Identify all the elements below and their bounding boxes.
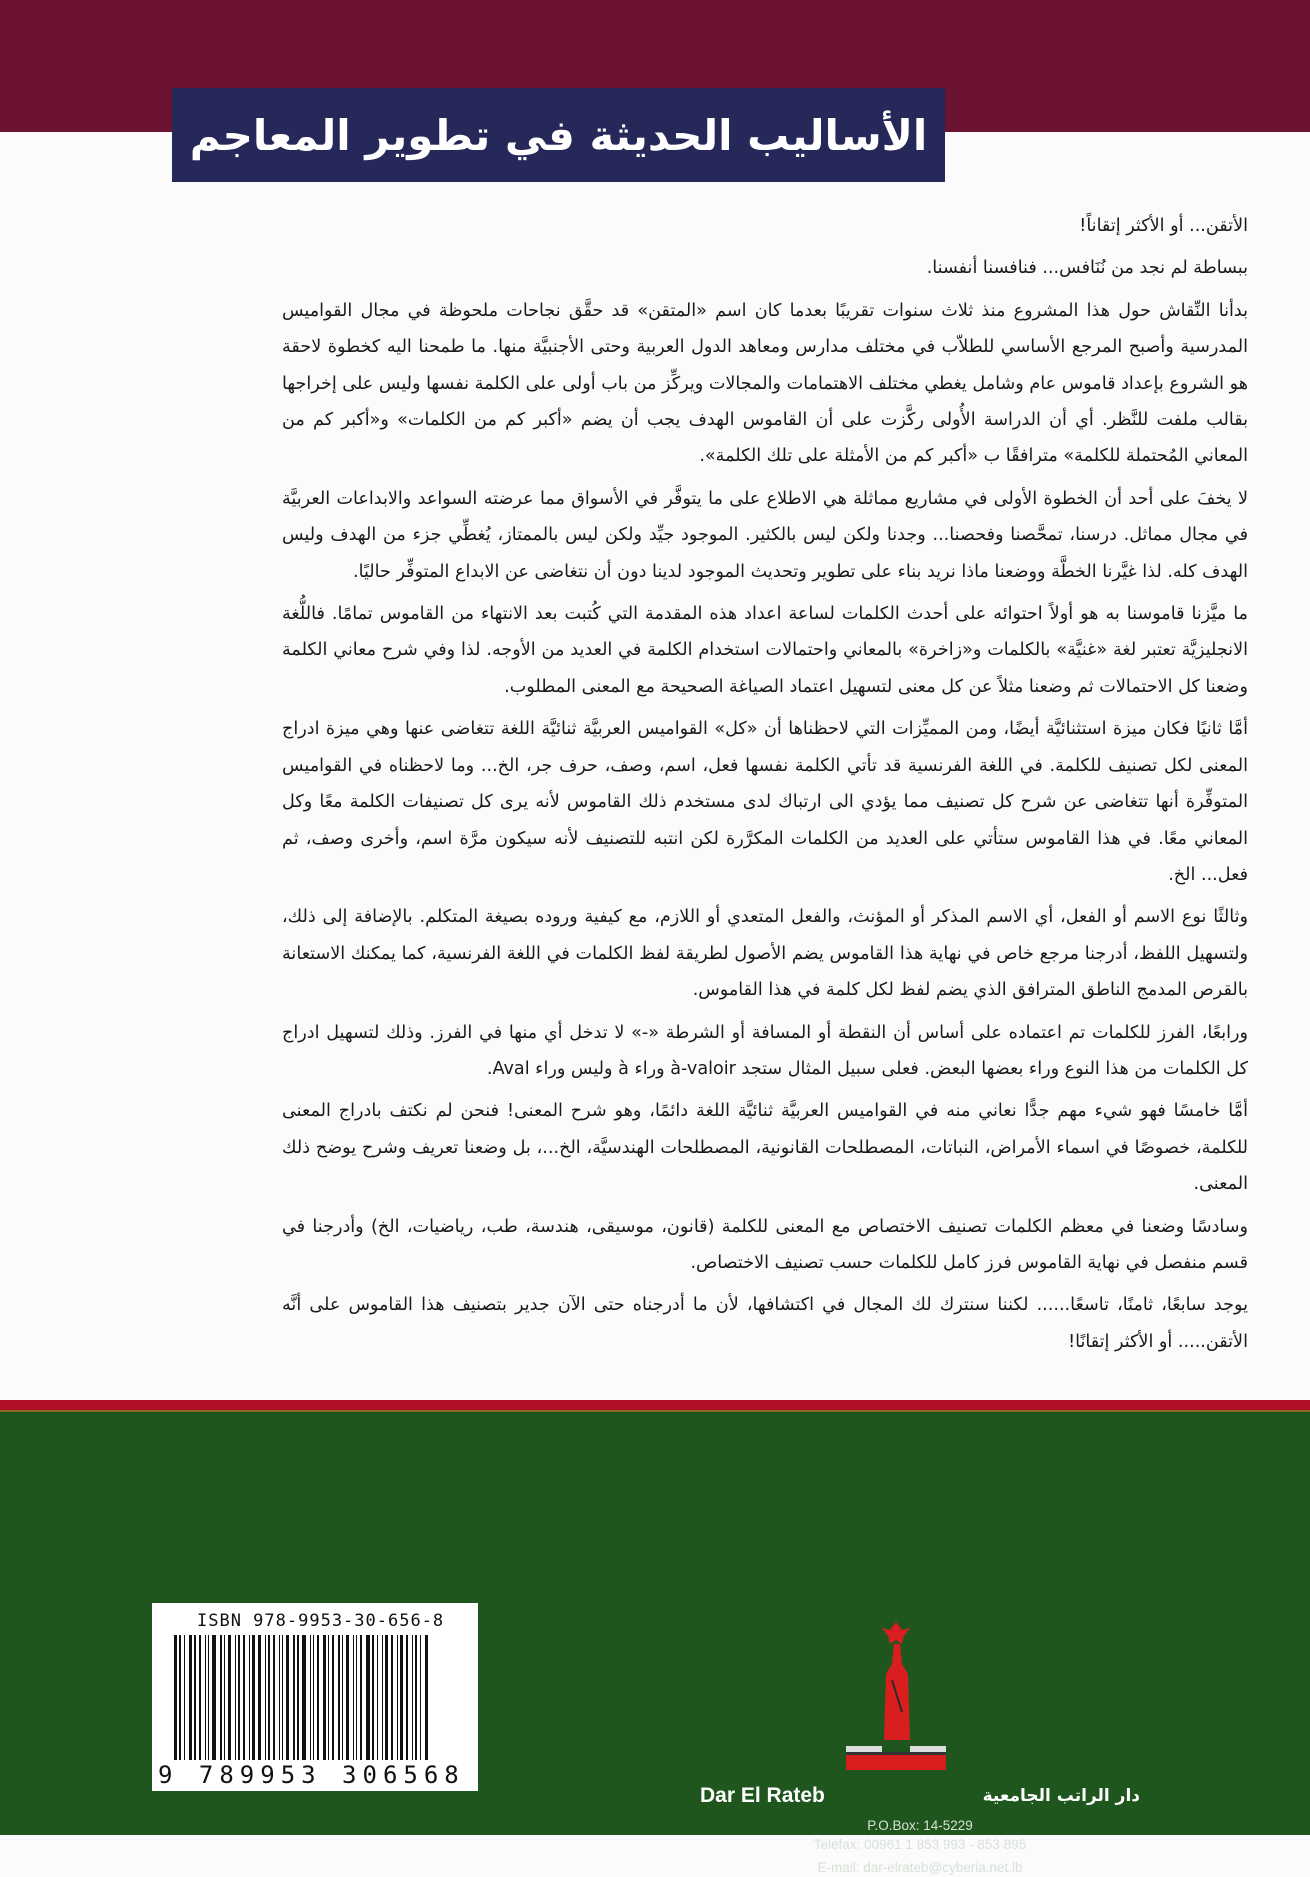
barcode-bar — [382, 1635, 383, 1760]
paragraph: يوجد سابعًا، ثامنًا، تاسعًا...... لكننا سنترك لك المجال في اكتشافها، لأن ما أدرجناه حتى الآن جدير بتصنيف هذا القاموس على أنَّه الأتقن..... أو الأكثر إتقانًا! — [282, 1295, 1248, 1352]
barcode-bar — [366, 1635, 370, 1760]
barcode-bar — [174, 1635, 177, 1760]
publisher-logo-icon — [846, 1620, 956, 1780]
paragraph: وثالثًا نوع الاسم أو الفعل، أي الاسم المذكر أو المؤنث، والفعل المتعدي أو اللازم، مع كيفية وروده بصيغة المتكلم. بالإضافة إلى ذلك، ولتسهيل اللفظ، أدرجنا مرجع خاص في نهاية هذا القاموس يضم الأصول لطريقة لفظ الكلمات في اللغة الفرنسية، كما يمكنك الاستعانة بالقرص المدمج الناطق المترافق الذي يضم لفظ لكل كلمة في هذا القاموس. — [282, 907, 1248, 1001]
barcode-bar — [313, 1635, 314, 1760]
paragraph: ما ميَّزنا قاموسنا به هو أولاً احتوائه على أحدث الكلمات لساعة اعداد هذه المقدمة التي كُتبت بعد الانتهاء من القاموس تمامًا. فاللُّغة الانجليزيَّة تعتبر لغة «غنيَّة» بالكلمات و«زاخرة» بالمعاني واحتمالات استخدام الكلمة في العديد من الأوجه. لذا وفي شرح معاني الكلمة وضعنا كل الاحتمالات ثم وضعنا مثلاً عن كل معنى لتسهيل اعتماد الصياغة الصحيحة مع المعنى المطلوب. — [282, 604, 1248, 697]
barcode-bar — [406, 1635, 408, 1760]
barcode-bar — [282, 1635, 283, 1760]
barcode-bar — [297, 1635, 299, 1760]
barcode-bar — [238, 1635, 240, 1760]
barcode-digits: 9 789953 306568 — [158, 1761, 465, 1789]
publisher-name-ar: دار الراتب الجامعية — [982, 1786, 1140, 1806]
barcode-bar — [317, 1635, 319, 1760]
title-banner — [172, 88, 945, 182]
barcode-bar — [342, 1635, 343, 1760]
paragraph: وسادسًا وضعنا في معظم الكلمات تصنيف الاختصاص مع المعنى للكلمة (قانون، موسيقى، هندسة، طب، رياضيات، الخ) وأدرجنا في قسم منفصل في نهاية القاموس فرز كامل للكلمات حسب تصنيف الاختصاص. — [282, 1216, 1248, 1273]
isbn-label: ISBN 978-9953-30-656-8 — [197, 1611, 445, 1631]
barcode-bar — [273, 1635, 275, 1760]
barcode-bar — [189, 1635, 192, 1760]
barcode-bar — [332, 1635, 334, 1760]
barcode-bar — [338, 1635, 340, 1760]
barcode-bar — [397, 1635, 398, 1760]
barcode-bar — [212, 1635, 216, 1760]
barcode-bar — [385, 1635, 388, 1760]
barcode-bar — [346, 1635, 349, 1760]
barcode-bar — [356, 1635, 357, 1760]
barcode-bar — [194, 1635, 196, 1760]
email: E-mail: dar-elrateb@cyberia.net.lb — [817, 1860, 1023, 1875]
divider-line — [0, 1400, 1310, 1412]
barcode-bar — [400, 1635, 403, 1760]
barcode-bar — [420, 1635, 421, 1760]
telefax: Telefax: 00961 1 853 993 - 853 895 — [813, 1837, 1027, 1852]
paragraph: أمَّا ثانيًا فكان ميزة استثنائيَّة أيضًا، ومن المميِّزات التي لاحظناها أن «كل» القواميس العربيَّة ثنائيَّة اللغة تتغاضى عنها وهي ميزة ادراج المعنى لكل تصنيف للكلمة. في اللغة الفرنسية قد تأتي الكلمة نفسها فعل، اسم، وصف، حرف جر، الخ... وما لاحظناه في القواميس المتوفِّرة أنها تتغاضى عن شرح كل تصنيف مما يؤدي الى ارتباك لدى مستخدم ذلك القاموس لأنه يرى كل تصنيفات الكلمة معًا وكل المعاني معًا. في هذا القاموس ستأتي على العديد من الكلمات المكرَّرة لكن انتبه للتصنيف لأنه سيكون مرَّة اسم، وأخرى وصف، ثم فعل... الخ. — [282, 719, 1248, 885]
barcode-bar — [323, 1635, 326, 1760]
paragraph: الأتقن... أو الأكثر إتقاناً! — [1079, 216, 1248, 236]
barcode-bar — [353, 1635, 354, 1760]
barcode-bar — [328, 1635, 329, 1760]
barcode-bar — [391, 1635, 393, 1760]
paragraph: لا يخفَ على أحد أن الخطوة الأولى في مشاريع مماثلة هي الاطلاع على ما يتوفَّر في الأسواق مما عرضته السواعد والابداعات العربيَّة في مجال مماثل. درسنا، تمحَّصنا وفحصنا... وجدنا ولكن ليس بالكثير. الموجود جيِّد ولكن ليس بالممتاز، يُغطِّي جزء من الهدف وليس الهدف كله. لذا غيَّرنا الخطَّة ووضعنا ماذا نريد بناء على تطوير وتحديث الموجود لدينا دون أن نتغاضى عن الابداع المتوفِّر حاليًا. — [282, 488, 1248, 582]
barcode-bar — [372, 1635, 374, 1760]
barcode-bar — [360, 1635, 362, 1760]
paragraph: ورابعًا، الفرز للكلمات تم اعتماده على أساس أن النقطة أو المسافة أو الشرطة «-» لا تدخل أي منها في الفرز. وذلك لتسهيل ادراج كل الكلمات من هذا النوع وراء بعضها البعض. فعلى سبيل المثال ستجد à-valoir وراء à وليس وراء Aval. — [282, 1022, 1248, 1079]
barcode-bar — [205, 1635, 206, 1760]
barcode-bar — [208, 1635, 209, 1760]
barcode-bar — [377, 1635, 378, 1760]
book-title: الأساليب الحديثة في تطوير المعاجم — [189, 110, 928, 160]
barcode-bar — [220, 1635, 222, 1760]
po-box: P.O.Box: 14-5229 — [867, 1818, 973, 1833]
barcode-bar — [199, 1635, 201, 1760]
barcode-bar — [293, 1635, 295, 1760]
barcode-bar — [412, 1635, 413, 1760]
barcode-bar — [265, 1635, 266, 1760]
barcode-bar — [425, 1635, 428, 1760]
barcode-bar — [235, 1635, 236, 1760]
barcode-bar — [310, 1635, 311, 1760]
barcode-bar — [415, 1635, 417, 1760]
description-text — [282, 208, 1248, 1366]
barcode-bar — [286, 1635, 289, 1760]
barcode-bar — [258, 1635, 261, 1760]
barcode-bar — [268, 1635, 270, 1760]
barcode-bars — [174, 1635, 459, 1760]
publisher-name-en: Dar El Rateb — [700, 1784, 825, 1807]
barcode — [152, 1603, 478, 1791]
barcode-bar — [243, 1635, 245, 1760]
barcode-bar — [279, 1635, 280, 1760]
barcode-bar — [252, 1635, 255, 1760]
barcode-bar — [228, 1635, 231, 1760]
barcode-bar — [184, 1635, 185, 1760]
paragraph: بدأنا النِّقاش حول هذا المشروع منذ ثلاث سنوات تقريبًا بعدما كان اسم «المتقن» قد حقَّق نجاحات ملحوظة في مجال القواميس المدرسية وأصبح المرجع الأساسي للطلاّب في مختلف مدارس ومعاهد الدول العربية وحتى الأجنبيَّة منها. ما طمحنا اليه كخطوة لاحقة هو الشروع بإعداد قاموس عام وشامل يغطي مختلف الاهتمامات والمجالات ويركِّز من باب أولى على الكلمة نفسها وليس على إخراجها بقالب ملفت للنَّظر. أي أن الدراسة الأُولى ركَّزت على أن القاموس الهدف يجب أن يضم «أكبر كم من الكلمات» و«أكبر كم من المعاني المُحتملة للكلمة» مترافقًا ب «أكبر كم من الأمثلة على تلك الكلمة». — [282, 300, 1248, 467]
barcode-bar — [179, 1635, 181, 1760]
barcode-bar — [224, 1635, 225, 1760]
barcode-bar — [249, 1635, 250, 1760]
paragraph: أمَّا خامسًا فهو شيء مهم جدًّا نعاني منه في القواميس العربيَّة ثنائيَّة اللغة دائمًا، وهو شرح المعنى! فنحن لم نكتف بادراج المعنى للكلمة، خصوصًا في اسماء الأمراض، النباتات، المصطلحات القانونية، المصطلحات الهندسيَّة، الخ...، بل وضعنا تعريف وشرح يوضح ذلك المعنى. — [282, 1101, 1248, 1195]
barcode-bar — [302, 1635, 306, 1760]
paragraph: ببساطة لم نجد من نُنَافس... فنافسنا أنفسنا. — [926, 258, 1248, 279]
